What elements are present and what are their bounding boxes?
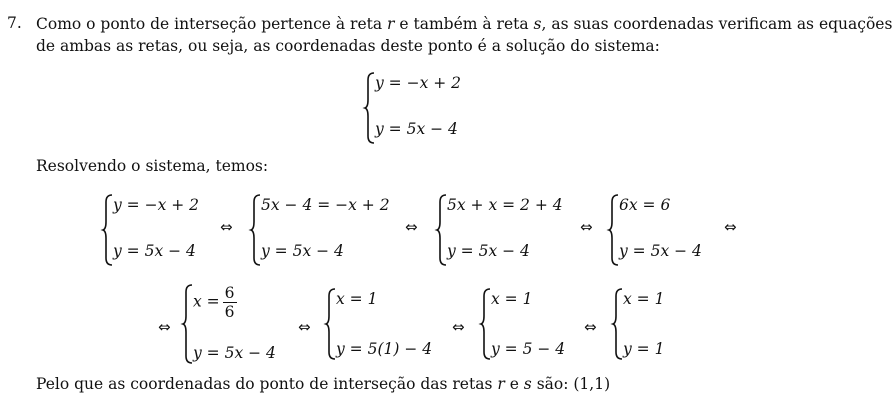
- system-row2-3: [480, 288, 580, 368]
- conclusion-text-b: e: [504, 375, 524, 393]
- system-row1-2: [250, 194, 390, 274]
- eq-1: [193, 284, 237, 321]
- var-s: s: [523, 375, 532, 393]
- eq-2: y = 5x − 4: [113, 242, 196, 260]
- eq-1: 6x = 6: [619, 196, 671, 214]
- item-number: 7.: [7, 14, 22, 32]
- system-row1-3: [436, 194, 566, 274]
- intro-text-b: e também à reta: [394, 15, 534, 33]
- main-system: [364, 72, 484, 152]
- system-row2-2: [325, 288, 445, 368]
- eq-1: x = 1: [336, 290, 378, 308]
- fraction-denominator: 6: [224, 303, 235, 321]
- eq-1: 5x − 4 = −x + 2: [261, 196, 390, 214]
- eq-2: y = 5(1) − 4: [336, 340, 433, 358]
- fraction-numerator: 6: [224, 284, 235, 302]
- iff-symbol: ⇔: [584, 318, 597, 336]
- eq-2: y = 5x − 4: [619, 242, 702, 260]
- var-r: r: [497, 375, 505, 393]
- eq-2: y = 5x − 4: [261, 242, 344, 260]
- iff-symbol: ⇔: [724, 218, 737, 236]
- conclusion-text-a: Pelo que as coordenadas do ponto de interseção das retas: [36, 375, 498, 393]
- system-row1-4: [608, 194, 708, 274]
- intro-text-a: Como o ponto de interseção pertence à reta: [36, 15, 388, 33]
- iff-symbol: ⇔: [452, 318, 465, 336]
- eq-2: y = 5 − 4: [491, 340, 566, 358]
- conclusion-text-c: são: (1,1): [531, 375, 611, 393]
- system-row2-1: [182, 284, 282, 368]
- intro-text-c: , as suas coordenadas verificam as equações: [541, 15, 892, 33]
- iff-symbol: ⇔: [580, 218, 593, 236]
- iff-symbol: ⇔: [158, 318, 171, 336]
- fraction: [223, 284, 237, 321]
- intro-line-1: [36, 14, 892, 34]
- iff-symbol: ⇔: [405, 218, 418, 236]
- var-r: r: [387, 15, 395, 33]
- eq-2: y = 1: [623, 340, 665, 358]
- eq-1: y = −x + 2: [113, 196, 200, 214]
- iff-symbol: ⇔: [298, 318, 311, 336]
- eq-1: 5x + x = 2 + 4: [447, 196, 563, 214]
- system-row1-1: [102, 194, 222, 274]
- eq-2: y = 5x − 4: [193, 344, 276, 362]
- eq-1: x = 1: [491, 290, 533, 308]
- eq-1-lhs: x =: [193, 292, 220, 311]
- system-row2-4: [612, 288, 692, 368]
- resolving-text: Resolvendo o sistema, temos:: [36, 157, 269, 175]
- eq-2: y = 5x − 4: [447, 242, 530, 260]
- var-s: s: [533, 15, 542, 33]
- eq-1: x = 1: [623, 290, 665, 308]
- main-eq-2: y = 5x − 4: [375, 120, 458, 138]
- iff-symbol: ⇔: [220, 218, 233, 236]
- intro-line-2: de ambas as retas, ou seja, as coordenadas deste ponto é a solução do sistema:: [36, 37, 660, 55]
- conclusion-line: [36, 374, 610, 394]
- main-eq-1: y = −x + 2: [375, 74, 462, 92]
